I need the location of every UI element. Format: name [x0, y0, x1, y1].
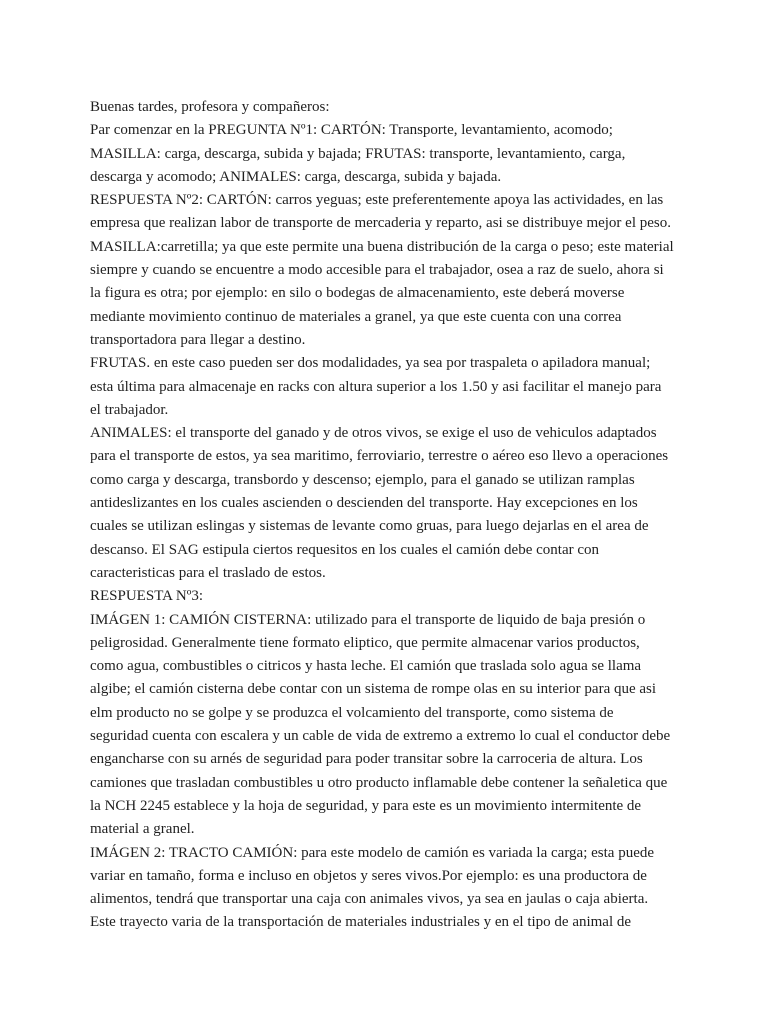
- text-line: como agua, combustibles o citricos y hasta leche. El camión que traslada solo agua se llama: [90, 658, 642, 675]
- text-line: camiones que trasladan combustibles u otro producto inflamable debe contener la señaletica que: [90, 774, 668, 791]
- text-line: RESPUESTA Nº3:: [90, 588, 204, 605]
- text-line: mediante movimiento continuo de materiales a granel, ya que este cuenta con una correa: [90, 308, 622, 325]
- text-line: elm producto no se golpe y se produzca el volcamiento del transporte, como sistema de: [90, 704, 614, 721]
- document-text-body: [90, 96, 720, 935]
- text-line: el trabajador.: [90, 401, 169, 418]
- text-line: engancharse con su arnés de seguridad para poder transitar sobre la carroceria de altura. Los: [90, 751, 643, 768]
- text-line: cuales se utilizan eslingas y sistemas de levante como gruas, para luego dejarlas en el area de: [90, 518, 649, 535]
- text-line: MASILLA:carretilla; ya que este permite una buena distribución de la carga o peso; este material: [90, 238, 674, 255]
- text-line: IMÁGEN 1: CAMIÓN CISTERNA: utilizado para el transporte de liquido de baja presión o: [90, 611, 646, 628]
- text-line: siempre y cuando se encuentre a modo accesible para el trabajador, osea a raz de suelo, ahora si: [90, 262, 664, 279]
- text-line: material a granel.: [90, 821, 195, 838]
- text-line: transportadora para llegar a destino.: [90, 331, 306, 348]
- text-line: como carga y descarga, transbordo y descenso; ejemplo, para el ganado se utilizan ramplas: [90, 471, 635, 488]
- text-line: MASILLA: carga, descarga, subida y bajada; FRUTAS: transporte, levantamiento, carga,: [90, 145, 626, 162]
- text-line: caracteristicas para el traslado de estos.: [90, 564, 326, 581]
- text-line: seguridad cuenta con escalera y un cable de vida de extremo a extremo lo cual el conductor debe: [90, 728, 671, 745]
- text-line: empresa que realizan labor de transporte de mercaderia y reparto, asi se distribuye mejor el peso.: [90, 215, 672, 232]
- text-line: variar en tamaño, forma e incluso en objetos y seres vivos.Por ejemplo: es una productora de: [90, 867, 647, 884]
- text-line: descanso. El SAG estipula ciertos requesitos en los cuales el camión debe contar con: [90, 541, 600, 558]
- text-line: la NCH 2245 establece y la hoja de seguridad, y para este es un movimiento intermitente de: [90, 797, 642, 814]
- text-line: IMÁGEN 2: TRACTO CAMIÓN: para este modelo de camión es variada la carga; esta puede: [90, 844, 655, 861]
- text-line: peligrosidad. Generalmente tiene formato eliptico, que permite almacenar varios productos,: [90, 634, 640, 651]
- text-line: Este trayecto varia de la transportación de materiales industriales y en el tipo de animal de: [90, 914, 632, 931]
- text-line: FRUTAS. en este caso pueden ser dos modalidades, ya sea por traspaleta o apiladora manual;: [90, 355, 651, 372]
- text-line: descarga y acomodo; ANIMALES: carga, descarga, subida y bajada.: [90, 168, 502, 185]
- text-line: Par comenzar en la PREGUNTA Nº1: CARTÓN: Transporte, levantamiento, acomodo;: [90, 122, 613, 139]
- text-line: alimentos, tendrá que transportar una caja con animales vivos, ya sea en jaulas o caja abierta.: [90, 891, 649, 908]
- text-line: para el transporte de estos, ya sea maritimo, ferroviario, terrestre o aéreo eso llevo a operaciones: [90, 448, 669, 465]
- text-line: algibe; el camión cisterna debe contar con un sistema de rompe olas en su interior para que asi: [90, 681, 657, 698]
- text-line: RESPUESTA Nº2: CARTÓN: carros yeguas; este preferentemente apoya las actividades, en las: [90, 192, 664, 209]
- text-line: esta última para almacenaje en racks con altura superior a los 1.50 y asi facilitar el manejo para: [90, 378, 662, 395]
- text-line: la figura es otra; por ejemplo: en silo o bodegas de almacenamiento, este deberá moverse: [90, 285, 625, 302]
- text-line: ANIMALES: el transporte del ganado y de otros vivos, se exige el uso de vehiculos adaptados: [90, 425, 657, 442]
- text-line: Buenas tardes, profesora y compañeros:: [90, 99, 330, 115]
- text-line: antideslizantes en los cuales ascienden o descienden del transporte. Hay excepciones en los: [90, 495, 638, 512]
